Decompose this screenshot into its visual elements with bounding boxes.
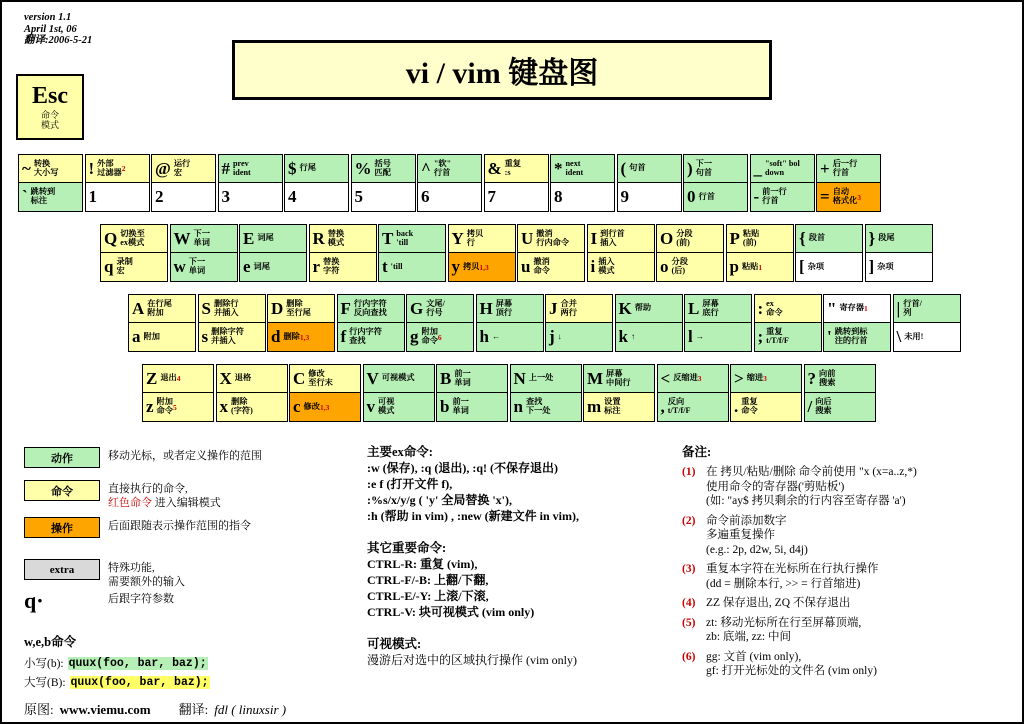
key-lower: 0 行首	[684, 183, 747, 211]
key-Y-q[interactable]	[448, 224, 516, 282]
key-upper: B 前一 单词	[437, 365, 507, 393]
version-block	[24, 12, 92, 47]
key--a[interactable]	[893, 294, 961, 352]
key-upper: I 到行首 插入	[588, 225, 654, 253]
other-commands-title: 其它重要命令:	[367, 541, 447, 555]
key-upper: { 段首	[796, 225, 862, 253]
web-section	[24, 632, 364, 690]
key-Z-z[interactable]	[142, 364, 214, 422]
key-lower: ] 杂项	[866, 253, 932, 281]
key--num[interactable]	[151, 154, 216, 212]
key-lower: g 附加 命令 6	[407, 323, 473, 351]
key-lower: 8	[551, 183, 614, 211]
key-upper: G 文尾/ 行号	[407, 295, 473, 323]
key-X-z[interactable]	[216, 364, 288, 422]
note-number-1: (2)	[682, 514, 696, 527]
key-upper: % 括号 匹配	[352, 155, 415, 183]
key-upper: N 上一处	[511, 365, 581, 393]
key-lower: 5	[352, 183, 415, 211]
ex-line-2: :%s/x/y/g ( 'y' 全局替换 'x'),	[367, 493, 512, 507]
visual-mode-title: 可视模式:	[367, 637, 422, 651]
legend-swatch-3	[24, 559, 100, 580]
key-lower: q 录制 宏	[101, 253, 167, 281]
legend-desc-3: 特殊功能, 需要额外的输入	[108, 562, 185, 588]
note-number-3: (4)	[682, 597, 696, 609]
footer-translate-label: 翻译:	[178, 702, 209, 717]
key-lower: 7	[485, 183, 548, 211]
key-upper: V 可视模式	[364, 365, 434, 393]
key-W-q[interactable]	[170, 224, 238, 282]
key-F-a[interactable]	[337, 294, 405, 352]
note-item-1	[682, 465, 1022, 509]
web-upper-label: 大写(B):	[24, 677, 66, 689]
key-upper: ) 下一 句首	[684, 155, 747, 183]
esc-sub-2: 模式	[40, 120, 59, 130]
key-upper: ~ 转换 大小写	[19, 155, 82, 183]
other-line-3: CTRL-V: 块可视模式 (vim only)	[367, 605, 535, 619]
key-lower: [ 杂项	[796, 253, 862, 281]
key-S-a[interactable]	[198, 294, 266, 352]
footer-site[interactable]: www.viemu.com	[59, 702, 151, 717]
key-upper: > 缩进 3	[731, 365, 801, 393]
note-item-2	[682, 514, 1022, 558]
notes-section	[682, 442, 1022, 679]
key--num[interactable]	[284, 154, 349, 212]
legend-label-2: 操作	[51, 522, 73, 535]
legend-swatch-1	[24, 480, 100, 501]
note-item-6	[682, 650, 1022, 679]
key-upper: A 在行尾 附加	[129, 295, 195, 323]
note-item-3	[682, 562, 1022, 591]
key-upper: & 重复 :s	[485, 155, 548, 183]
key-O-q[interactable]	[656, 224, 724, 282]
note-number-2: (3)	[682, 563, 696, 575]
key-lower: x 删除 (字符)	[217, 393, 287, 421]
legend-label-1: 命令	[51, 485, 73, 498]
ex-line-0: :w (保存), :q (退出), :q! (不保存退出)	[367, 461, 558, 475]
other-line-0: CTRL-R: 重复 (vim),	[367, 557, 478, 571]
note-body-2: 重复本字符在光标所在行执行操作 (dd = 删除本行, >> = 行首缩进)	[706, 563, 879, 590]
key-M-z[interactable]	[583, 364, 655, 422]
esc-sub-1: 命令	[40, 110, 59, 120]
key--num[interactable]	[417, 154, 482, 212]
key-lower: j ↓	[546, 323, 612, 351]
key-upper: O 分段 (前)	[657, 225, 723, 253]
key-K-a[interactable]	[615, 294, 683, 352]
key-lower: - 前一行 行首	[751, 183, 814, 211]
key-lower: \ 未用!	[894, 323, 960, 351]
key-upper: C 修改 至行末	[290, 365, 360, 393]
key-upper: @ 运行 宏	[152, 155, 215, 183]
key--num[interactable]	[617, 154, 682, 212]
note-body-1: 命令前添加数字 多遍重复操作 (e.g.: 2p, d2w, 5i, d4j)	[706, 514, 808, 556]
key-upper: H 屏幕 顶行	[477, 295, 543, 323]
page-title	[232, 40, 772, 100]
ex-title: 主要ex命令:	[367, 445, 433, 459]
note-number-5: (6)	[682, 650, 696, 663]
key-lower: u 撤消 命令	[518, 253, 584, 281]
key-lower: 4	[285, 183, 348, 211]
footer-translator: fdl ( linuxsir )	[214, 702, 287, 717]
key-E-q[interactable]	[239, 224, 307, 282]
key-lower: o 分段 (后)	[657, 253, 723, 281]
key-N-z[interactable]	[510, 364, 582, 422]
key-upper: ^ "软" 行首	[418, 155, 481, 183]
note-body-4: zt: 移动光标所在行至屏幕顶端, zb: 底端, zz: 中间	[706, 616, 862, 643]
key--num[interactable]	[550, 154, 615, 212]
key-upper: U 撤消 行内命令	[518, 225, 584, 253]
key-lower: e 词尾	[240, 253, 306, 281]
key-upper: S 删除行 并插入	[199, 295, 265, 323]
key--z[interactable]	[730, 364, 802, 422]
key-L-a[interactable]	[684, 294, 752, 352]
key-upper: + 后一行 行首	[817, 155, 880, 183]
key-lower: . 重复 命令	[731, 393, 801, 421]
notes-title: 备注:	[682, 445, 712, 459]
other-line-2: CTRL-E/-Y: 上滚/下滚,	[367, 589, 489, 603]
visual-line-0: 漫游后对选中的区域执行操作 (vim only)	[367, 653, 577, 667]
key-lower: n 查找 下一处	[511, 393, 581, 421]
ex-commands-section	[367, 442, 667, 668]
esc-key-label: Esc	[32, 83, 68, 109]
key-upper: Z 退出 4	[143, 365, 213, 393]
key--a[interactable]	[823, 294, 891, 352]
key-upper: Y 拷贝 行	[449, 225, 515, 253]
key-upper: T back 'till	[379, 225, 445, 253]
key-V-z[interactable]	[363, 364, 435, 422]
footer-source-label: 原图:	[24, 702, 54, 717]
note-body-5: gg: 文首 (vim only), gf: 打开光标处的文件名 (vim only)	[706, 650, 877, 677]
key-upper: _ "soft" bol down	[751, 155, 814, 183]
key--num[interactable]	[85, 154, 150, 212]
key--num[interactable]	[218, 154, 283, 212]
key-lower: z 附加 命令 5	[143, 393, 213, 421]
key-lower: r 替换 字符	[310, 253, 376, 281]
key-D-a[interactable]	[267, 294, 335, 352]
web-title: w,e,b命令	[24, 635, 77, 649]
legend-swatch-0	[24, 447, 100, 468]
key-lower: m 设置 标注	[584, 393, 654, 421]
key--num[interactable]	[816, 154, 881, 212]
key-upper: " 寄存器 1	[824, 295, 890, 323]
key-lower: i 插入 模式	[588, 253, 654, 281]
key-lower: y 拷贝 1,3	[449, 253, 515, 281]
key-upper: X 退格	[217, 365, 287, 393]
other-line-1: CTRL-F/-B: 上翻/下翻,	[367, 573, 489, 587]
key-R-q[interactable]	[309, 224, 377, 282]
translate-date-line: 翻译:2006-5-21	[24, 35, 93, 46]
legend-label-0: 动作	[51, 452, 73, 465]
key-lower: a 附加	[129, 323, 195, 351]
key-upper: J 合并 两行	[546, 295, 612, 323]
key-lower: t 'till	[379, 253, 445, 281]
key--num[interactable]	[750, 154, 815, 212]
key--num[interactable]	[683, 154, 748, 212]
key-lower: ` 跳转到 标注	[19, 183, 82, 211]
ex-line-3: :h (帮助 in vim) , :new (新建文件 in vim),	[367, 509, 579, 523]
key-lower: 9	[618, 183, 681, 211]
key--q[interactable]	[795, 224, 863, 282]
key-upper: : ex 命令	[755, 295, 821, 323]
key--num[interactable]	[18, 154, 83, 212]
key--num[interactable]	[351, 154, 416, 212]
key-lower: h ←	[477, 323, 543, 351]
ex-line-1: :e f (打开文件 f),	[367, 477, 453, 491]
key-upper: ! 外部 过滤器 2	[86, 155, 149, 183]
key-U-q[interactable]	[517, 224, 585, 282]
key-upper: $ 行尾	[285, 155, 348, 183]
note-number-0: (1)	[682, 466, 696, 478]
legend-desc-1: 直接执行的命令, 红色命令 进入编辑模式	[108, 483, 221, 509]
key--num[interactable]	[484, 154, 549, 212]
note-body-0: 在 拷贝/粘贴/删除 命令前使用 "x (x=a..z,*) 使用命令的寄存器('剪贴板') (如: "ay$ 拷贝剩余的行内容至寄存器 'a')	[706, 466, 917, 507]
key--z[interactable]	[804, 364, 876, 422]
key-upper: Q 切换至 ex模式	[101, 225, 167, 253]
key-upper: E 词尾	[240, 225, 306, 253]
key-lower: ; 重复 t/T/f/F	[755, 323, 821, 351]
key-lower: 3	[219, 183, 282, 211]
key-lower: 1	[86, 183, 149, 211]
key-upper: ? 向前 搜索	[805, 365, 875, 393]
legend-desc-2: 后面跟随表示操作范围的指令	[108, 520, 251, 532]
key-lower: l →	[685, 323, 751, 351]
key-upper: M 屏幕 中间行	[584, 365, 654, 393]
key--q[interactable]	[865, 224, 933, 282]
key-upper: * next ident	[551, 155, 614, 183]
key-A-a[interactable]	[128, 294, 196, 352]
key-upper: L 屏幕 底行	[685, 295, 751, 323]
key-lower: c 修改 1,3	[290, 393, 360, 421]
key-lower: v 可视 模式	[364, 393, 434, 421]
date-line: April 1st, 06	[24, 23, 77, 35]
key-Q-q[interactable]	[100, 224, 168, 282]
key-upper: # prev ident	[219, 155, 282, 183]
legend-label-3: extra	[49, 563, 75, 576]
key-lower: d 删除 1,3	[268, 323, 334, 351]
key-J-a[interactable]	[545, 294, 613, 352]
key-upper: | 行首/ 列	[894, 295, 960, 323]
key-lower: p 粘贴 1	[727, 253, 793, 281]
note-item-4	[682, 596, 1022, 611]
key-C-z[interactable]	[289, 364, 361, 422]
legend-desc-4: 后跟字符参数	[108, 593, 174, 605]
esc-key[interactable]	[16, 74, 84, 140]
key-H-a[interactable]	[476, 294, 544, 352]
key-upper: < 反缩进 3	[658, 365, 728, 393]
note-item-5	[682, 616, 1022, 645]
key-P-q[interactable]	[726, 224, 794, 282]
key-lower: 6	[418, 183, 481, 211]
key-G-a[interactable]	[406, 294, 474, 352]
key--z[interactable]	[657, 364, 729, 422]
key-lower: 2	[152, 183, 215, 211]
legend-label-4: q·	[24, 587, 44, 613]
key-T-q[interactable]	[378, 224, 446, 282]
key-B-z[interactable]	[436, 364, 508, 422]
version-line: version 1.1	[24, 12, 72, 23]
key-upper: ( 句首	[618, 155, 681, 183]
key-lower: w 下一 单词	[171, 253, 237, 281]
key-upper: P 粘贴 (前)	[727, 225, 793, 253]
key-upper: } 段尾	[866, 225, 932, 253]
key-I-q[interactable]	[587, 224, 655, 282]
key-upper: D 删除 至行尾	[268, 295, 334, 323]
note-number-4: (5)	[682, 616, 696, 629]
key-lower: k ↑	[616, 323, 682, 351]
key-lower: = 自动 格式化 3	[817, 183, 880, 211]
key-lower: / 向后 搜索	[805, 393, 875, 421]
key-upper: F 行内字符 反向查找	[338, 295, 404, 323]
key-lower: ' 跳转到标 注的行首	[824, 323, 890, 351]
key-lower: s 删除字符 并插入	[199, 323, 265, 351]
key-lower: , 反向 t/T/f/F	[658, 393, 728, 421]
key-upper: R 替换 模式	[310, 225, 376, 253]
note-body-3: ZZ 保存退出, ZQ 不保存退出	[706, 597, 851, 609]
legend-desc-0: 移动光标，或者定义操作的范围	[108, 450, 262, 462]
web-upper-text: quux(foo, bar, baz);	[70, 675, 209, 689]
web-lower-text: quux(foo, bar, baz);	[68, 656, 207, 670]
key-upper: K 帮助	[616, 295, 682, 323]
legend-swatch-4	[24, 587, 100, 613]
page-title-text: vi / vim 键盘图	[405, 57, 599, 90]
key-lower: b 前一 单词	[437, 393, 507, 421]
web-lower-label: 小写(b):	[24, 658, 64, 670]
key--a[interactable]	[754, 294, 822, 352]
legend-swatch-2	[24, 517, 100, 538]
footer	[24, 699, 286, 718]
key-upper: W 下一 单词	[171, 225, 237, 253]
key-lower: f 行内字符 查找	[338, 323, 404, 351]
